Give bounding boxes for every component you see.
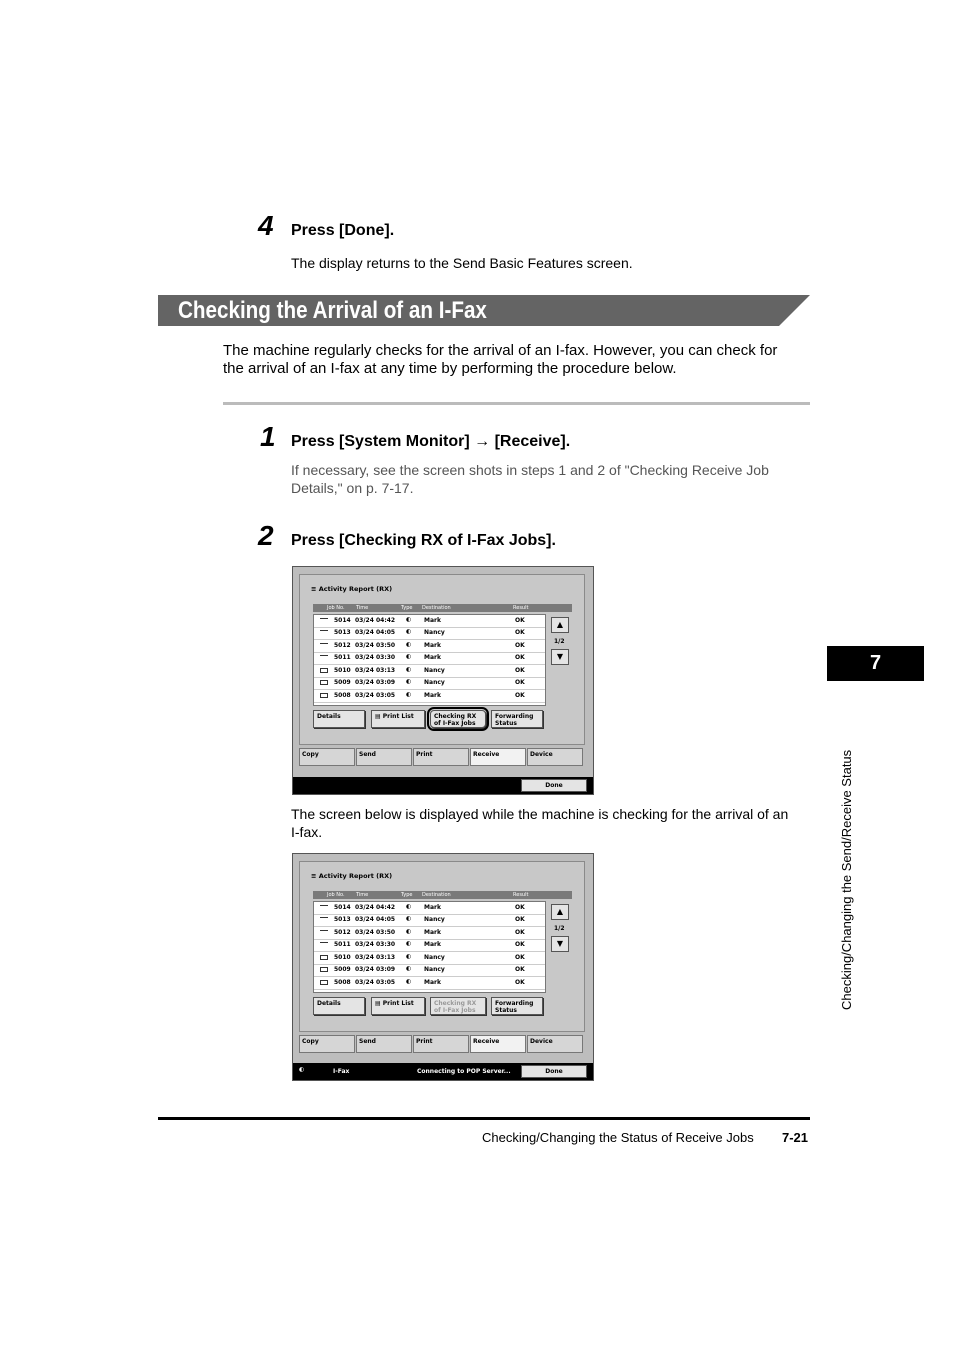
table-row[interactable]: 5012 03/24 03:50 ◐ Mark OK [314,927,545,940]
status-bar [293,1063,593,1080]
scroll-down-button[interactable]: ▼ [551,936,569,952]
section-title: Checking the Arrival of an I-Fax [178,297,487,324]
table-row[interactable]: 5014 03/24 04:42 ◐ Mark OK [314,902,545,915]
table-row[interactable]: 5009 03/24 03:09 ◐ Nancy OK [314,677,545,690]
screen-title: ≡ Activity Report (RX) [311,585,393,593]
details-button[interactable]: Details [313,710,365,728]
step-title: Press [Checking RX of I-Fax Jobs]. [291,532,556,549]
mode-tabs [299,1035,585,1053]
mode-tabs [299,748,585,766]
table-row[interactable]: 5009 03/24 03:09 ◐ Nancy OK [314,964,545,977]
done-button[interactable]: Done [521,779,587,792]
checking-rx-ifax-button[interactable]: Checking RX of I-Fax Jobs [430,710,486,728]
forwarding-status-button[interactable]: Forwarding Status [491,710,543,728]
chapter-tab: 7 [827,646,924,681]
table-header: Job No. Time Type Destination Result [313,604,572,612]
table-row[interactable]: 5010 03/24 03:13 ◐ Nancy OK [314,665,545,678]
step-title: Press [Done]. [291,222,395,239]
table-row[interactable]: 5013 03/24 04:05 ◐ Nancy OK [314,627,545,640]
table-row[interactable]: 5008 03/24 03:05 ◐ Mark OK [314,977,545,990]
divider [223,402,810,405]
tab-receive[interactable]: Receive [470,1035,526,1053]
tab-send[interactable]: Send [356,1035,412,1053]
tab-copy[interactable]: Copy [299,1035,355,1053]
scroll-down-button[interactable]: ▼ [551,649,569,665]
page-indicator: 1/2 [554,638,565,645]
screen-title: ≡ Activity Report (RX) [311,872,393,880]
footer-text: Checking/Changing the Status of Receive Jobs [482,1130,754,1145]
screen-note-line-2: I-fax. [291,824,323,840]
tab-device[interactable]: Device [527,748,583,766]
page-indicator: 1/2 [554,925,565,932]
table-row[interactable]: 5008 03/24 03:05 ◐ Mark OK [314,690,545,703]
scroll-up-button[interactable]: ▲ [551,617,569,633]
table-row[interactable]: 5010 03/24 03:13 ◐ Nancy OK [314,952,545,965]
table-row[interactable]: 5011 03/24 03:30 ◐ Mark OK [314,939,545,952]
step-description: The display returns to the Send Basic Features screen. [291,255,633,271]
table-row[interactable]: 5014 03/24 04:42 ◐ Mark OK [314,615,545,628]
checking-rx-ifax-button[interactable]: Checking RX of I-Fax Jobs [430,997,486,1015]
tab-send[interactable]: Send [356,748,412,766]
step-number: 1 [260,421,276,452]
tab-print[interactable]: Print [413,748,469,766]
section-heading [158,295,810,326]
print-list-button[interactable]: ▤ Print List [371,710,425,728]
status-message: Connecting to POP Server... [417,1068,511,1075]
table-header: Job No. Time Type Destination Result [313,891,572,899]
job-table [313,901,546,993]
intro-line-2: the arrival of an I-fax at any time by performing the procedure below. [223,360,677,377]
step-description-line-1: If necessary, see the screen shots in steps 1 and 2 of "Checking Receive Job [291,462,769,478]
step-description-line-2: Details," on p. 7-17. [291,480,414,496]
step-title: Press [System Monitor] → [Receive]. [291,433,571,450]
step-number: 4 [258,210,274,241]
forwarding-status-button[interactable]: Forwarding Status [491,997,543,1015]
table-row[interactable]: 5013 03/24 04:05 ◐ Nancy OK [314,914,545,927]
status-bar [293,777,593,794]
details-button[interactable]: Details [313,997,365,1015]
page-number: 7-21 [782,1130,809,1145]
side-chapter-title: Checking/Changing the Send/Receive Status [839,749,854,1010]
screenshot-activity-report [292,566,594,795]
status-mode: I-Fax [333,1068,350,1075]
done-button[interactable]: Done [521,1065,587,1078]
tab-copy[interactable]: Copy [299,748,355,766]
print-list-button[interactable]: ▤ Print List [371,997,425,1015]
tab-receive[interactable]: Receive [470,748,526,766]
scroll-up-button[interactable]: ▲ [551,904,569,920]
job-table [313,614,546,706]
ifax-icon: ◐ [299,1066,305,1073]
tab-device[interactable]: Device [527,1035,583,1053]
screen-note-line-1: The screen below is displayed while the machine is checking for the arrival of an [291,806,789,822]
step-number: 2 [258,520,274,551]
intro-line-1: The machine regularly checks for the arrival of an I-fax. However, you can check for [223,342,778,359]
table-row[interactable]: 5011 03/24 03:30 ◐ Mark OK [314,652,545,665]
screenshot-connecting [292,853,594,1081]
table-row[interactable]: 5012 03/24 03:50 ◐ Mark OK [314,640,545,653]
tab-print[interactable]: Print [413,1035,469,1053]
footer-rule [158,1117,810,1120]
